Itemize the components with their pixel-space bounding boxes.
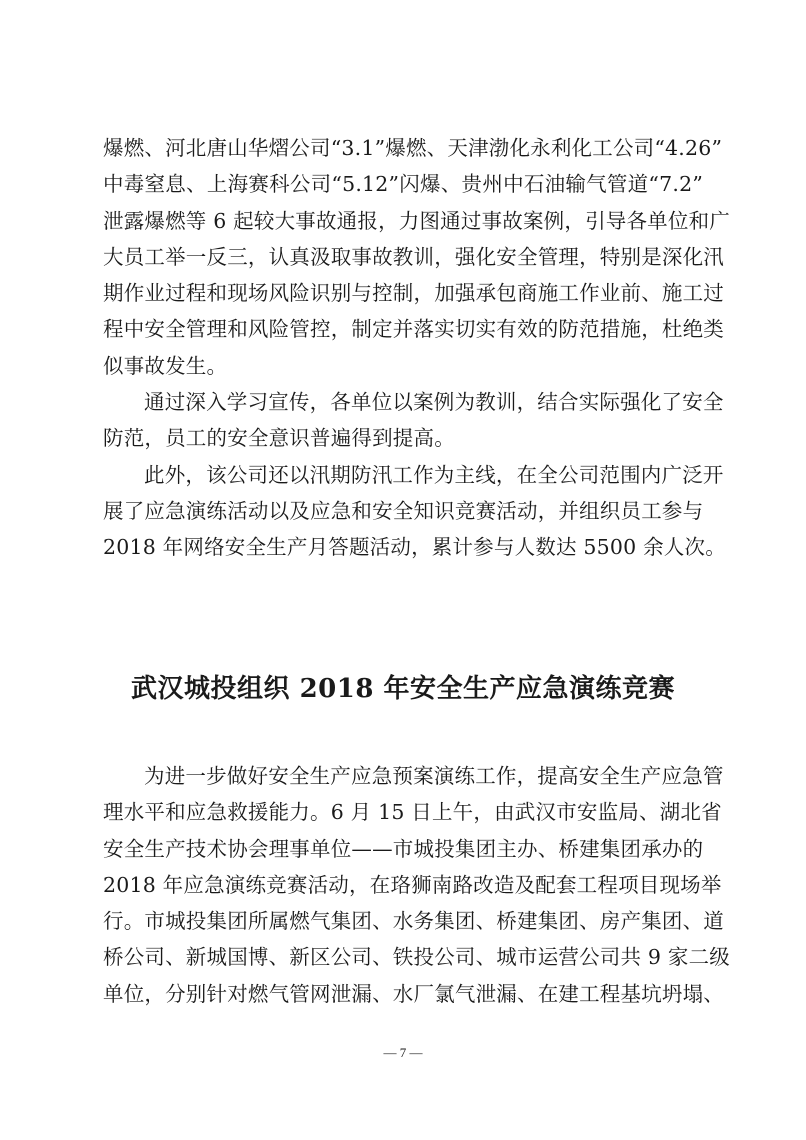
- section1-para3-line: 此外，该公司还以汛期防汛工作为主线，在全公司范围内广泛开: [144, 462, 724, 487]
- section2-para1-line: 理水平和应急救援能力。6 月 15 日上午，由武汉市安监局、湖北省: [103, 800, 722, 825]
- section1-para2-line: 通过深入学习宣传，各单位以案例为教训，结合实际强化了安全: [144, 390, 724, 415]
- section1-para1-line: 期作业过程和现场风险识别与控制，加强承包商施工作业前、施工过: [103, 281, 724, 306]
- section2-title: 武汉城投组织 2018 年安全生产应急演练竞赛: [131, 674, 675, 704]
- page-number: — 7 —: [383, 1045, 423, 1060]
- section2-para1-line: 桥公司、新城国博、新区公司、铁投公司、城市运营公司共 9 家二级: [103, 945, 730, 970]
- section1-para1-line: 大员工举一反三，认真汲取事故教训，强化安全管理，特别是深化汛: [103, 244, 724, 269]
- section1-para1-line: 泄露爆燃等 6 起较大事故通报，力图通过事故案例，引导各单位和广: [103, 208, 730, 233]
- section1-para3-line: 展了应急演练活动以及应急和安全知识竞赛活动，并组织员工参与: [103, 498, 704, 523]
- section2-para1-line: 单位，分别针对燃气管网泄漏、水厂氯气泄漏、在建工程基坑坍塌、: [103, 981, 724, 1006]
- section1-text: [103, 130, 730, 566]
- section1-para1-line: 似事故发生。: [103, 353, 228, 378]
- section1-para1-line: 爆燃、河北唐山华熠公司“3.1”爆燃、天津渤化永利化工公司“4.26”: [103, 136, 723, 160]
- section2-para1-line: 2018 年应急演练竞赛活动，在珞狮南路改造及配套工程项目现场举: [103, 872, 722, 897]
- section1-para1-line: 程中安全管理和风险管控，制定并落实切实有效的防范措施，杜绝类: [103, 317, 724, 342]
- section2-text: [103, 758, 730, 1012]
- section2-para1-line: 安全生产技术协会理事单位——市城投集团主办、桥建集团承办的: [103, 836, 704, 861]
- section1-para2-line: 防范，员工的安全意识普遍得到提高。: [103, 426, 455, 451]
- section2-para1-line: 为进一步做好安全生产应急预案演练工作，提高安全生产应急管: [144, 764, 724, 788]
- section1-para1-line: 中毒窒息、上海赛科公司“5.12”闪爆、贵州中石油输气管道“7.2”: [103, 172, 703, 197]
- section2-para1-line: 行。市城投集团所属燃气集团、水务集团、桥建集团、房产集团、道: [103, 909, 724, 934]
- section1-para3-line: 2018 年网络安全生产月答题活动，累计参与人数达 5500 余人次。: [103, 535, 726, 560]
